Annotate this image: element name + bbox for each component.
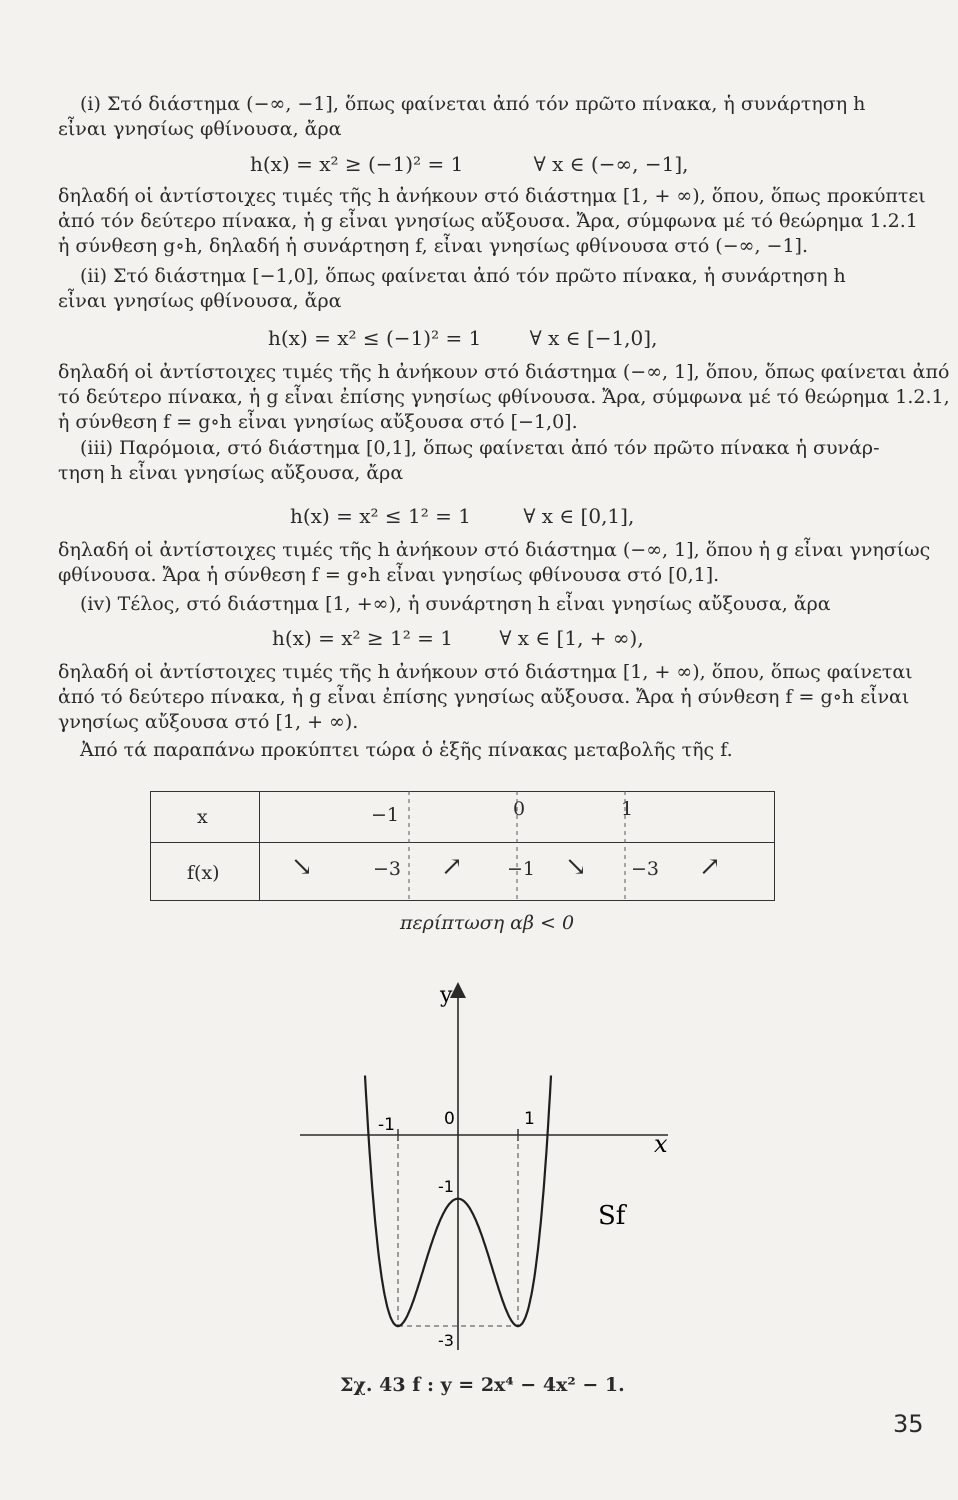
text-line: ἀπό τό δεύτερο πίνακα, ἡ g εἶναι ἐπίσης γνησίως αὔξουσα. Ἄρα ἡ σύνθεση f = g∘h εἶναι [58,686,910,708]
point-label: -3 [438,1331,454,1350]
text-line: εἶναι γνησίως φθίνουσα, ἄρα [58,118,342,140]
text-line: (i) Στό διάστημα (−∞, −1], ὅπως φαίνεται ἀπό τόν πρῶτο πίνακα, ἡ συνάρτηση h [80,93,866,115]
tick-label: 0 [444,1109,455,1129]
text-line: ἀπό τόν δεύτερο πίνακα, ἡ g εἶναι γνησίως αὔξουσα. Ἄρα, σύμφωνα μέ τό θεώρημα 1.2.1 [58,210,918,232]
text-line: Ἀπό τά παραπάνω προκύπτει τώρα ὁ ἑξῆς πίνακας μεταβολῆς τῆς f. [80,739,733,761]
x-value: 0 [513,798,526,820]
f-value: −3 [631,858,660,880]
text-line: (iv) Τέλος, στό διάστημα [1, +∞), ἡ συνάρτηση h εἶναι γνησίως αὔξουσα, ἄρα [80,593,831,615]
text-line: τό δεύτερο πίνακα, ἡ g εἶναι ἐπίσης γνησίως φθίνουσα. Ἄρα, σύμφωνα μέ τό θεώρημα 1.2.1, [58,386,950,408]
text-line: γνησίως αὔξουσα στό [1, + ∞). [58,711,359,733]
text-line: δηλαδή οἱ ἀντίστοιχες τιμές τῆς h ἀνήκουν στό διάστημα [1, + ∞), ὅπου, ὅπως προκύπτει [58,185,926,207]
formula-domain: ∀ x ∈ [0,1], [523,504,635,528]
y-axis-label: y [440,983,453,1008]
text-line: ἡ σύνθεση g∘h, δηλαδή ἡ συνάρτηση f, εἶναι γνησίως φθίνουσα στό (−∞, −1]. [58,235,809,257]
formula-expression: h(x) = x² ≤ 1² = 1 [290,504,471,528]
text-line: (iii) Παρόμοια, στό διάστημα [0,1], ὅπως φαίνεται ἀπό τόν πρῶτο πίνακα ἡ συνάρ- [80,437,880,459]
figure-caption: Σχ. 43 f : y = 2x⁴ − 4x² − 1. [340,1374,625,1396]
formula-domain: ∀ x ∈ [−1,0], [529,326,658,350]
point-label: -1 [438,1177,454,1196]
row-label-x: x [197,806,208,828]
text-line: (ii) Στό διάστημα [−1,0], ὅπως φαίνεται ἀπό τόν πρῶτο πίνακα, ἡ συνάρτηση h [80,265,846,287]
formula-expression: h(x) = x² ≥ (−1)² = 1 [250,152,464,176]
formula-domain: ∀ x ∈ [1, + ∞), [499,626,644,650]
text-line: δηλαδή οἱ ἀντίστοιχες τιμές τῆς h ἀνήκουν στό διάστημα (−∞, 1], ὅπου ἡ g εἶναι γνησίως [58,539,931,561]
x-axis-label: x [654,1130,668,1158]
text-line: τηση h εἶναι γνησίως αὔξουσα, ἄρα [58,462,404,484]
arrow-increasing: ↗ [699,852,721,882]
tick-label: -1 [378,1115,395,1135]
text-line: φθίνουσα. Ἄρα ἡ σύνθεση f = g∘h εἶναι γνησίως φθίνουσα στό [0,1]. [58,564,720,586]
tick-label: 1 [524,1109,535,1129]
x-value: 1 [621,798,634,820]
page-number: 35 [893,1410,924,1438]
case-caption: περίπτωση αβ < 0 [400,912,575,934]
formula-expression: h(x) = x² ≤ (−1)² = 1 [268,326,482,350]
text-line: δηλαδή οἱ ἀντίστοιχες τιμές τῆς h ἀνήκουν στό διάστημα [1, + ∞), ὅπου, ὅπως φαίνεται [58,661,913,683]
x-value: −1 [371,804,400,826]
text-line: δηλαδή οἱ ἀντίστοιχες τιμές τῆς h ἀνήκουν στό διάστημα (−∞, 1], ὅπου, ὅπως φαίνεται ἀπό [58,361,950,383]
row-label-fx: f(x) [187,862,220,884]
curve-label: Sf [598,1201,626,1231]
text-line: ἡ σύνθεση f = g∘h εἶναι γνησίως αὔξουσα στό [−1,0]. [58,411,578,433]
formula-expression: h(x) = x² ≥ 1² = 1 [272,626,453,650]
formula-domain: ∀ x ∈ (−∞, −1], [533,152,689,176]
arrow-decreasing: ↘ [291,852,313,882]
arrow-decreasing: ↘ [565,852,587,882]
text-line: εἶναι γνησίως φθίνουσα, ἄρα [58,290,342,312]
f-value: −3 [373,858,402,880]
arrow-increasing: ↗ [441,852,463,882]
f-value: −1 [507,858,536,880]
